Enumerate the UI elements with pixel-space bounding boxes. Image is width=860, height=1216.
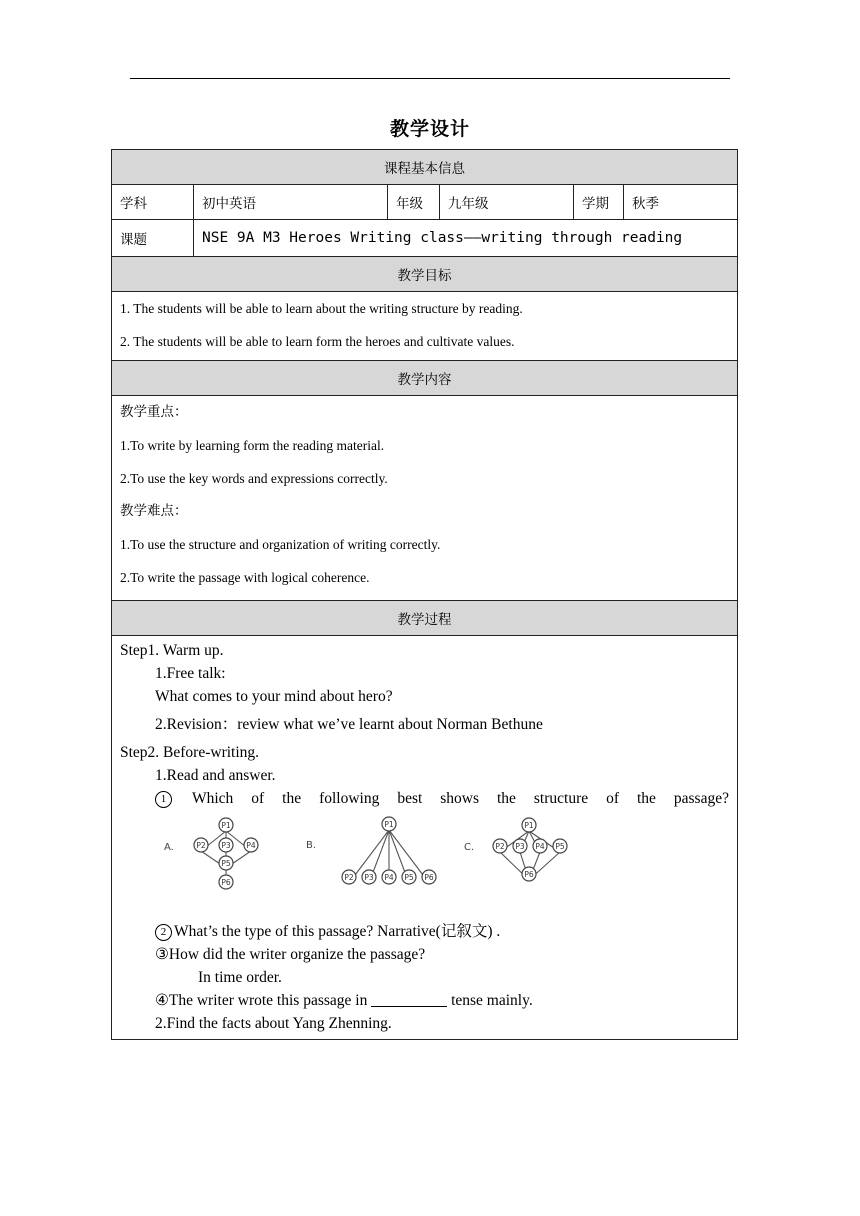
node-label: P1 [221, 821, 231, 830]
difficulty-item: 2.To write the passage with logical coherence. [120, 570, 370, 585]
header-rule [130, 78, 730, 79]
objectives-row [112, 292, 738, 361]
node-label: P4 [246, 841, 256, 850]
question-1-number: 1 [155, 787, 174, 810]
node-label: P3 [364, 873, 374, 882]
free-talk-question: What comes to your mind about hero? [155, 688, 393, 705]
question-3: ③How did the writer organize the passage? [155, 946, 426, 963]
read-answer: 1.Read and answer. [155, 767, 276, 784]
objective-item: 2. The students will be able to learn form the heroes and cultivate values. [120, 334, 515, 349]
process-header: 教学过程 [112, 601, 738, 636]
subject-label: 学科 [112, 185, 194, 220]
node-label: P2 [196, 841, 206, 850]
node-label: P2 [495, 842, 505, 851]
node-label: P2 [344, 873, 354, 882]
node-label: P5 [555, 842, 565, 851]
answer-blank [371, 992, 447, 1007]
question-2-text: What’s the type of this passage? Narrative(记叙文) . [174, 923, 501, 940]
node-label: P6 [424, 873, 434, 882]
structure-diagrams [120, 810, 729, 920]
content-header: 教学内容 [112, 361, 738, 396]
document-title: 教学设计 [389, 118, 470, 140]
node-label: P5 [404, 873, 414, 882]
question-1-word: following [319, 790, 380, 807]
question-4-text: ④The writer wrote this passage in [155, 992, 368, 1009]
question-1-word: Which [191, 790, 234, 807]
objectives-header-row [112, 257, 738, 292]
term-value: 秋季 [624, 185, 738, 220]
node-label: P1 [384, 820, 394, 829]
option-b-label: B. [306, 840, 317, 851]
basic-info-header-row [112, 150, 738, 185]
basic-info-row [112, 185, 738, 220]
topic-label: 课题 [112, 220, 194, 257]
process-row [112, 636, 738, 1040]
node-label: P5 [221, 859, 231, 868]
node-label: P1 [524, 821, 534, 830]
objective-item: 1. The students will be able to learn about the writing structure by reading. [120, 301, 523, 316]
process-header-row [112, 601, 738, 636]
find-facts: 2.Find the facts about Yang Zhenning. [155, 1015, 392, 1032]
process-cell [112, 636, 738, 1040]
question-4-tail: tense mainly. [447, 992, 533, 1009]
question-3-answer: In time order. [198, 969, 282, 986]
question-1-word: the [282, 790, 302, 807]
node-label: P4 [535, 842, 545, 851]
term-label: 学期 [574, 185, 624, 220]
difficulties-label: 教学难点： [120, 503, 188, 519]
step1-title: Step1. Warm up. [120, 642, 224, 659]
objectives-cell [112, 292, 738, 361]
question-1-word: best [397, 790, 423, 807]
step2-title: Step2. Before-writing. [120, 744, 260, 761]
basic-info-header: 课程基本信息 [112, 150, 738, 185]
topic-value: NSE 9A M3 Heroes Writing class——writing through reading [194, 220, 738, 257]
question-1-word: the [496, 790, 516, 807]
question-1-word: of [251, 790, 265, 807]
question-1 [120, 787, 729, 810]
question-2-number: 2 [155, 924, 172, 941]
free-talk: 1.Free talk: [155, 665, 226, 682]
topic-row [112, 220, 738, 257]
question-1-word: the [636, 790, 656, 807]
option-a-label: A. [164, 842, 174, 853]
node-label: P3 [221, 841, 231, 850]
content-cell [112, 396, 738, 601]
question-1-word: structure [533, 790, 589, 807]
difficulty-item: 1.To use the structure and organization of writing correctly. [120, 537, 441, 552]
key-point-item: 2.To use the key words and expressions correctly. [120, 471, 388, 486]
objectives-header: 教学目标 [112, 257, 738, 292]
option-c-label: C. [464, 842, 475, 853]
question-1-word: passage? [673, 790, 729, 807]
key-points-label: 教学重点： [120, 404, 188, 420]
node-label: P4 [384, 873, 394, 882]
grade-value: 九年级 [440, 185, 574, 220]
revision: 2.Revision：review what we’ve learnt about Norman Bethune [155, 716, 543, 733]
node-label: P6 [524, 870, 534, 879]
grade-label: 年级 [388, 185, 440, 220]
node-label: P6 [221, 878, 231, 887]
content-row [112, 396, 738, 601]
key-point-item: 1.To write by learning form the reading material. [120, 438, 385, 453]
question-1-word: of [606, 790, 620, 807]
content-header-row [112, 361, 738, 396]
structure-diagram-svg [120, 810, 730, 920]
node-label: P3 [515, 842, 525, 851]
question-2 [120, 920, 729, 943]
subject-value: 初中英语 [194, 185, 388, 220]
question-1-word: shows [440, 790, 480, 807]
lesson-plan-table [111, 149, 738, 1040]
question-4 [120, 989, 729, 1012]
